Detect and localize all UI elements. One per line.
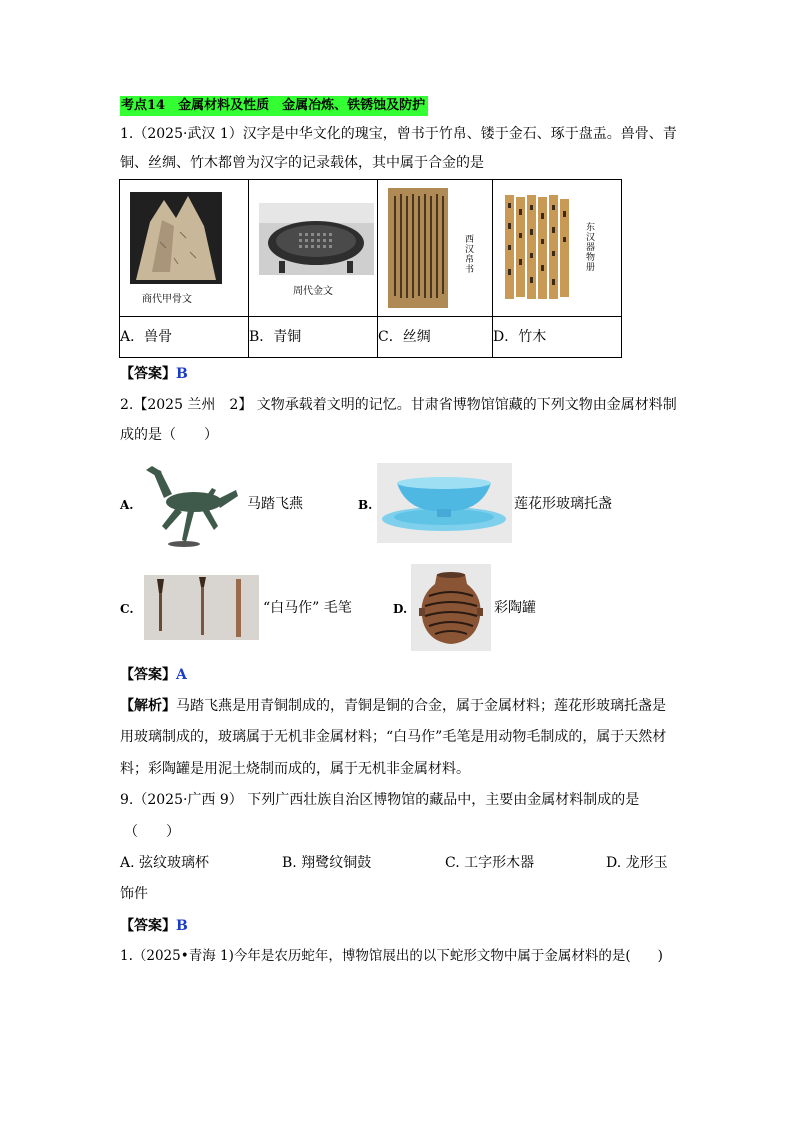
q1-cell-bronze <box>249 180 378 317</box>
q9-stem-line2: （ ） <box>124 824 180 840</box>
q2-option-b-text[interactable]: 莲花形玻璃托盏 <box>514 496 612 512</box>
q2-option-c-letter[interactable]: C. <box>120 602 134 616</box>
q1-stem-line2: 铜、丝绸、竹木都曾为汉字的记录载体，其中属于合金的是 <box>120 155 484 171</box>
q1-option-b[interactable]: B．青铜 <box>249 317 378 358</box>
q2-option-d-letter[interactable]: D. <box>393 602 408 616</box>
q2-option-a-letter[interactable]: A. <box>120 498 134 512</box>
q1-caption-bamboo: 东汉器物册 <box>584 222 594 272</box>
q2-answer-label: 【答案】 <box>120 667 176 683</box>
bamboo-slips-image <box>503 193 575 301</box>
q2-option-a-text[interactable]: 马踏飞燕 <box>247 496 303 512</box>
q2-answer-value: A <box>176 667 187 683</box>
q2-analysis-line1 <box>120 696 666 716</box>
q2-analysis-line2: 用玻璃制成的，玻璃属于无机非金属材料；“白马作”毛笔是用动物毛制成的，属于天然材 <box>120 729 667 745</box>
bronze-vessel-image <box>259 203 374 275</box>
painted-pottery-jar-image <box>411 564 491 651</box>
q9-answer-value: B <box>176 918 188 934</box>
q1-image-table <box>119 179 622 358</box>
q9-answer-label: 【答案】 <box>120 918 176 934</box>
q2-analysis-line3: 料；彩陶罐是用泥土烧制而成的，属于无机非金属材料。 <box>120 761 470 777</box>
q1-cell-silk <box>378 180 493 317</box>
q2-option-b-letter[interactable]: B. <box>358 498 373 512</box>
q2-analysis-text1: 马踏飞燕是用青铜制成的，青铜是铜的合金，属于金属材料；莲花形玻璃托盏是 <box>176 698 666 714</box>
q9-option-d-cont: 饰件 <box>120 886 148 902</box>
q1-stem-line1: 1.（2025·武汉 1）汉字是中华文化的瑰宝，曾书于竹帛、镂于金石、琢于盘盂。兽骨、青 <box>120 126 677 142</box>
q2-option-c-text[interactable]: “白马作” 毛笔 <box>263 600 352 616</box>
q-last-stem: 1.（2025•青海 1)今年是农历蛇年，博物馆展出的以下蛇形文物中属于金属材料的是( ) <box>120 948 663 964</box>
q1-cell-bamboo <box>493 180 622 317</box>
q2-answer <box>120 665 187 685</box>
writing-brushes-image <box>144 575 259 640</box>
q1-caption-silk: 西汉帛书 <box>463 234 473 274</box>
q1-answer-value: B <box>176 366 188 382</box>
section-heading: 考点14 金属材料及性质 金属冶炼、铁锈蚀及防护 <box>120 96 428 116</box>
q1-option-c[interactable]: C．丝绸 <box>378 317 493 358</box>
q2-stem-line2: 成的是（ ） <box>120 427 218 443</box>
q9-stem-line1: 9.（2025·广西 9） 下列广西壮族自治区博物馆的藏品中，主要由金属材料制成的是 <box>120 792 640 808</box>
q2-stem-line1: 2.【2025 兰州 2】 文物承载着文明的记忆。甘肃省博物馆馆藏的下列文物由金属材料制 <box>120 397 677 413</box>
q1-option-a[interactable]: A．兽骨 <box>120 317 249 358</box>
q1-cell-oracle-bone <box>120 180 249 317</box>
lotus-glass-cup-image <box>377 463 512 543</box>
q9-option-c[interactable]: C. 工字形木器 <box>445 855 535 871</box>
q2-option-d-text[interactable]: 彩陶罐 <box>494 600 536 616</box>
q9-answer <box>120 916 188 936</box>
q2-analysis-label: 【解析】 <box>120 698 176 714</box>
q9-option-d[interactable]: D. 龙形玉 <box>606 855 668 871</box>
q9-option-b[interactable]: B. 翔鹭纹铜鼓 <box>282 855 372 871</box>
q1-answer <box>120 364 188 384</box>
silk-manuscript-image <box>388 188 448 308</box>
q1-caption-oracle: 商代甲骨文 <box>142 294 192 305</box>
q1-answer-label: 【答案】 <box>120 366 176 382</box>
q1-option-d[interactable]: D．竹木 <box>493 317 622 358</box>
q9-option-a[interactable]: A. 弦纹玻璃杯 <box>120 855 210 871</box>
flying-horse-image <box>142 460 242 548</box>
oracle-bone-image <box>130 192 222 284</box>
q1-caption-bronze: 周代金文 <box>293 286 333 297</box>
